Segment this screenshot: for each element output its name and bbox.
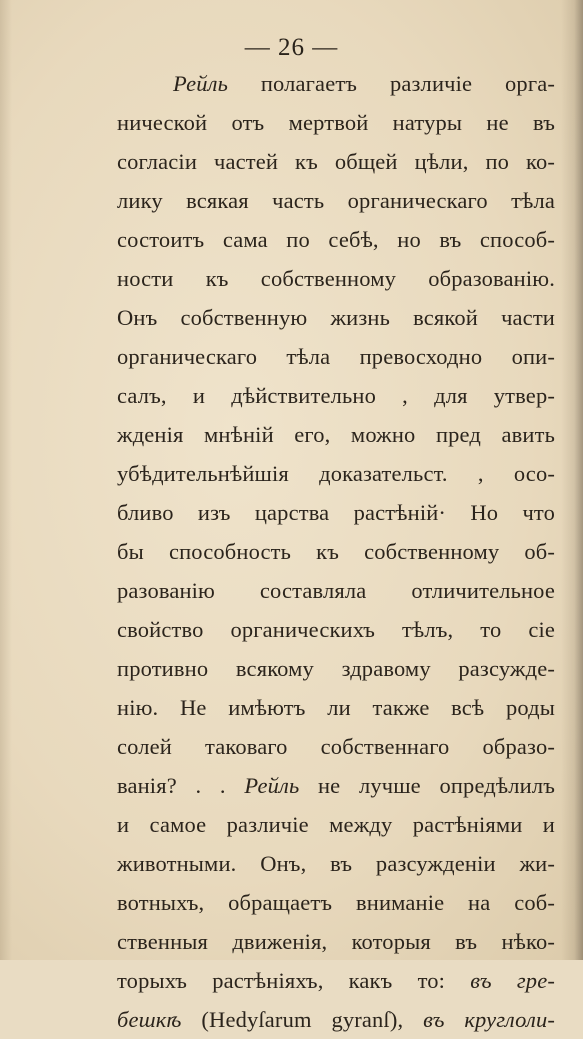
text-segment: ванія? . . [117,773,245,798]
page-number: — 26 — [244,34,339,61]
text-line [117,844,555,883]
text-line [117,727,555,766]
text-segment: бы способность къ собственному об- [117,539,555,564]
text-segment: разованію составляла отличительное [117,578,555,603]
text-segment: убѣдительнѣйшія доказательст. , осо- [117,461,555,486]
italic-text-segment: въ гре- [470,968,555,993]
text-segment: Онъ собственную жизнь всякой части [117,305,555,330]
text-line [117,259,555,298]
text-line [117,103,555,142]
text-segment: салъ, и дѣйствительно , для утвер- [117,383,555,408]
text-line [117,454,555,493]
body-text [117,64,555,1039]
text-line [117,376,555,415]
italic-text-segment: Рейль [173,71,228,96]
text-line [117,766,555,805]
text-line [117,337,555,376]
text-line [117,688,555,727]
text-segment: жденія мнѣній его, можно пред авить [117,422,555,447]
text-line [117,922,555,961]
text-segment: (Hedyſarum gyranſ), [181,1007,424,1032]
binding-shadow [0,0,12,960]
text-line [117,493,555,532]
text-line [117,610,555,649]
text-line [117,415,555,454]
text-line [117,142,555,181]
text-segment: противно всякому здравому разсужде- [117,656,555,681]
text-segment: ственныя движенія, которыя въ нѣко- [117,929,555,954]
text-segment: вотныхъ, обращаетъ вниманіе на соб- [117,890,555,915]
text-line [117,961,555,1000]
text-segment: состоитъ сама по себѣ, но въ способ- [117,227,555,252]
text-segment: бливо изъ царства растѣній· Но что [117,500,555,525]
page-edge-shadow [561,0,583,960]
italic-text-segment: Рейль [244,773,300,798]
text-segment: органическаго тѣла превосходно опи- [117,344,555,369]
text-line [117,298,555,337]
text-segment: ности къ собственному образованію. [117,266,555,291]
text-segment: свойство органическихъ тѣлъ, то сіе [117,617,555,642]
text-line [117,805,555,844]
italic-text-segment: бешкѣ [117,1007,182,1032]
text-line [117,64,555,103]
text-line [117,532,555,571]
text-segment: нію. Не имѣютъ ли также всѣ роды [117,695,555,720]
text-segment: согласіи частей къ общей цѣли, по ко- [117,149,555,174]
text-segment: торыхъ растѣніяхъ, какъ то: [117,968,471,993]
text-line [117,1000,555,1039]
text-segment: солей таковаго собственнаго образо- [117,734,555,759]
text-segment: не лучше опредѣлилъ [299,773,555,798]
text-segment: животными. Онъ, въ разсужденіи жи- [117,851,555,876]
text-line [117,883,555,922]
text-line [117,571,555,610]
italic-text-segment: въ круглоли- [423,1007,555,1032]
text-segment: полагаетъ различіе орга- [227,71,555,96]
text-segment: и самое различіе между растѣніями и [117,812,555,837]
text-line [117,649,555,688]
text-line [117,220,555,259]
text-segment: лику всякая часть органическаго тѣла [117,188,555,213]
text-segment: нической отъ мертвой натуры не въ [117,110,555,135]
text-line [117,181,555,220]
